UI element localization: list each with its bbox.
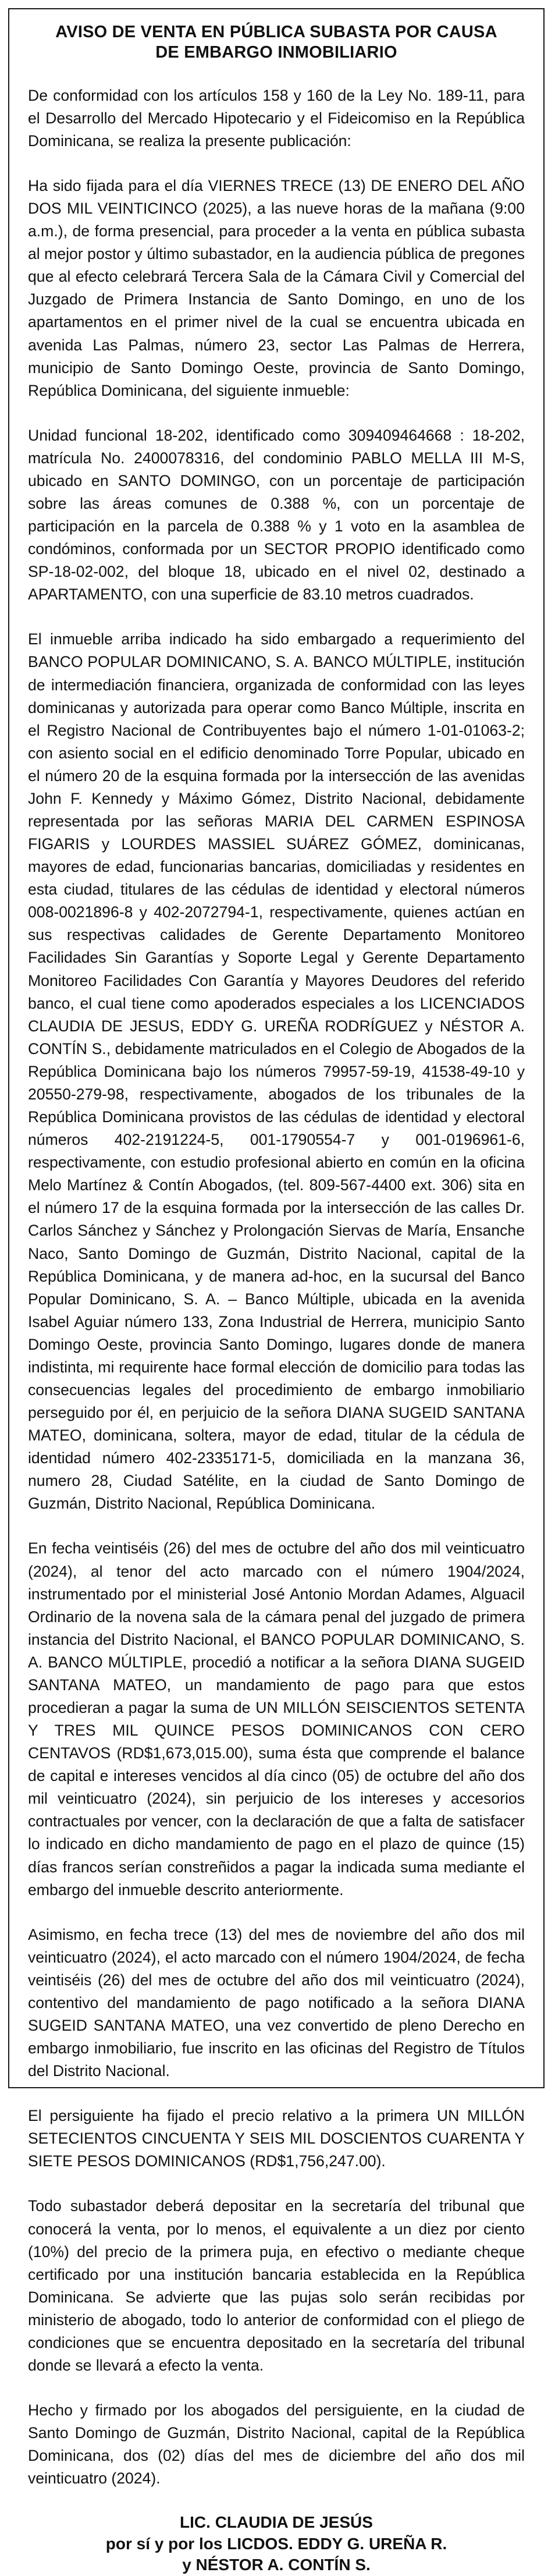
signature-block bbox=[28, 2512, 525, 2575]
notice-title bbox=[28, 22, 525, 63]
paragraph-deposit-requirement: Todo subastador deberá depositar en la secretaría del tribunal que conocerá la venta, por lo menos, el equivalente a un diez por ciento (10%) del precio de la primera puja, en efectivo o mediante cheque certificado por una institución bancaria establecida en la República Dominicana. Se advierte que las pujas solo serán recibidas por ministerio de abogado, todo lo anterior de conformidad con el pliego de condiciones que se encuentra depositado en la secretaría del tribunal donde se llevará a efecto la venta. bbox=[28, 2197, 525, 2375]
paragraph-seizing-party: El inmueble arriba indicado ha sido embargado a requerimiento del BANCO POPULAR DOMINICANO, S. A. BANCO MÚLTIPLE, institución de intermediación financiera, organizada de conformidad con las leyes dominicanas y autorizada para operar como Banco Múltiple, inscrita en el Registro Nacional de Contribuyentes bajo el número 1-01-01063-2; con asiento social en el edificio denominado Torre Popular, ubicado en el número 20 de la esquina formada por la intersección de las avenidas John F. Kennedy y Máximo Gómez, Distrito Nacional, debidamente representada por las señoras MARIA DEL CARMEN ESPINOSA FIGARIS y LOURDES MASSIEL SUÁREZ GÓMEZ, dominicanas, mayores de edad, funcionarias bancarias, domiciliadas y residentes en esta ciudad, titulares de las cédulas de identidad y electoral números 008-0021896-8 y 402-2072794-1, respectivamente, quienes actúan en sus respectivas calidades de Gerente Departamento Monitoreo Facilidades Sin Garantías y Soporte Legal y Gerente Departamento Monitoreo Facilidades Con Garantía y Mayores Deudores del referido banco, el cual tiene como apoderados especiales a los LICENCIADOS CLAUDIA DE JESUS, EDDY G. UREÑA RODRÍGUEZ y NÉSTOR A. CONTÍN S., debidamente matriculados en el Colegio de Abogados de la República Dominicana bajo los números 79957-59-19, 41538-49-10 y 20550-279-98, respectivamente, abogados de los tribunales de la República Dominicana provistos de las cédulas de identidad y electoral números 402-2191224-5, 001-1790554-7 y 001-0196961-6, respectivamente, con estudio profesional abierto en común en la oficina Melo Martínez & Contín Abogados, (tel. 809-567-4400 ext. 306) sita en el número 17 de la esquina formada por la intersección de las calles Dr. Carlos Sánchez y Sánchez y Prolongación Siervas de María, Ensanche Naco, Santo Domingo de Guzmán, Distrito Nacional, capital de la República Dominicana, y de manera ad-hoc, en la sucursal del Banco Popular Dominicano, S. A. – Banco Múltiple, ubicada en la avenida Isabel Aguiar número 133, Zona Industrial de Herrera, municipio Santo Domingo Oeste, provincia Santo Domingo, lugares donde de manera indistinta, mi requirente hace formal elección de domicilio para todas las consecuencias legales del procedimiento de embargo inmobiliario perseguido por él, en perjuicio de la señora DIANA SUGEID SANTANA MATEO, dominicana, soltera, mayor de edad, titular de la cédula de identidad número 402-2335171-5, domiciliada en la manzana 36, numero 28, Ciudad Satélite, en la ciudad de Santo Domingo de Guzmán, Distrito Nacional, República Dominicana. bbox=[28, 630, 525, 1513]
legal-notice-frame bbox=[8, 8, 545, 2574]
legal-notice-content bbox=[9, 9, 543, 2576]
notice-title-line-1: AVISO DE VENTA EN PÚBLICA SUBASTA POR CAUSA bbox=[55, 23, 497, 41]
notice-title-line-2: DE EMBARGO INMOBILIARIO bbox=[155, 43, 397, 62]
paragraph-payment-order: En fecha veintiséis (26) del mes de octubre del año dos mil veinticuatro (2024), al tenor del acto marcado con el número 1904/2024, instrumentado por el ministerial José Antonio Mordan Adames, Alguacil Ordinario de la novena sala de la cámara penal del juzgado de primera instancia del Distrito Nacional, el BANCO POPULAR DOMINICANO, S. A. BANCO MÚLTIPLE, procedió a notificar a la señora DIANA SUGEID SANTANA MATEO, un mandamiento de pago para que estos procedieran a pagar la suma de UN MILLÓN SEISCIENTOS SETENTA Y TRES MIL QUINCE PESOS DOMINICANOS CON CERO CENTAVOS (RD$1,673,015.00), suma ésta que comprende el balance de capital e intereses vencidos al día cinco (05) de octubre del año dos mil veinticuatro (2024), sin perjuicio de los intereses y accesorios contractuales por vencer, con la declaración de que a falta de satisfacer lo indicado en dicho mandamiento de pago en el plazo de quince (15) días francos serían constreñidos a pagar la indicada suma mediante el embargo del inmueble descrito anteriormente. bbox=[28, 1539, 525, 1899]
paragraph-registration: Asimismo, en fecha trece (13) del mes de noviembre del año dos mil veinticuatro (2024), el acto marcado con el número 1904/2024, de fecha veintiséis (26) del mes de octubre del año dos mil veinticuatro (2024), contentivo del mandamiento de pago notificado a la señora DIANA SUGEID SANTANA MATEO, una vez convertido de pleno Derecho en embargo inmobiliario, fue inscrito en las oficinas del Registro de Títulos del Distrito Nacional. bbox=[28, 1925, 525, 2080]
signature-line-3: y NÉSTOR A. CONTÍN S. bbox=[182, 2556, 371, 2574]
paragraph-starting-price: El persiguiente ha fijado el precio relativo a la primera UN MILLÓN SETECIENTOS CINCUENTA Y SEIS MIL DOSCIENTOS CUARENTA Y SIETE PESOS DOMINICANOS (RD$1,756,247.00). bbox=[28, 2107, 525, 2170]
paragraph-auction-date: Ha sido fijada para el día VIERNES TRECE (13) DE ENERO DEL AÑO DOS MIL VEINTICINCO (2025), a las nueve horas de la mañana (9:00 a.m.), de forma presencial, para proceder a la venta en pública subasta al mejor postor y último subastador, en la audiencia pública de pregones que al efecto celebrará Tercera Sala de la Cámara Civil y Comercial del Juzgado de Primera Instancia de Santo Domingo, en uno de los apartamentos en el primer nivel de la cual se encuentra ubicada en avenida Las Palmas, número 23, sector Las Palmas de Herrera, municipio de Santo Domingo Oeste, provincia de Santo Domingo, República Dominicana, del siguiente inmueble: bbox=[28, 176, 525, 399]
paragraph-property-description: Unidad funcional 18-202, identificado como 309409464668 : 18-202, matrícula No. 2400078316, del condominio PABLO MELLA III M-S, ubicado en SANTO DOMINGO, con un porcentaje de participación sobre las áreas comunes de 0.388 %, con un porcentaje de participación en la parcela de 0.388 % y 1 voto en la asamblea de condóminos, conformada por un SECTOR PROPIO identificado como SP-18-02-002, del bloque 18, ubicado en el nivel 02, destinado a APARTAMENTO, con una superficie de 83.10 metros cuadrados. bbox=[28, 426, 525, 604]
signature-line-2: por sí y por los LICDOS. EDDY G. UREÑA R. bbox=[105, 2534, 447, 2553]
signature-line-1: LIC. CLAUDIA DE JESÚS bbox=[180, 2513, 373, 2532]
paragraph-legal-basis: De conformidad con los artículos 158 y 160 de la Ley No. 189-11, para el Desarrollo del Mercado Hipotecario y el Fideicomiso en la República Dominicana, se realiza la presente publicación: bbox=[28, 86, 525, 150]
paragraph-signed-at: Hecho y firmado por los abogados del persiguiente, en la ciudad de Santo Domingo de Guzmán, Distrito Nacional, capital de la República Dominicana, dos (02) días del mes de diciembre del año dos mil veinticuatro (2024). bbox=[28, 2401, 525, 2488]
